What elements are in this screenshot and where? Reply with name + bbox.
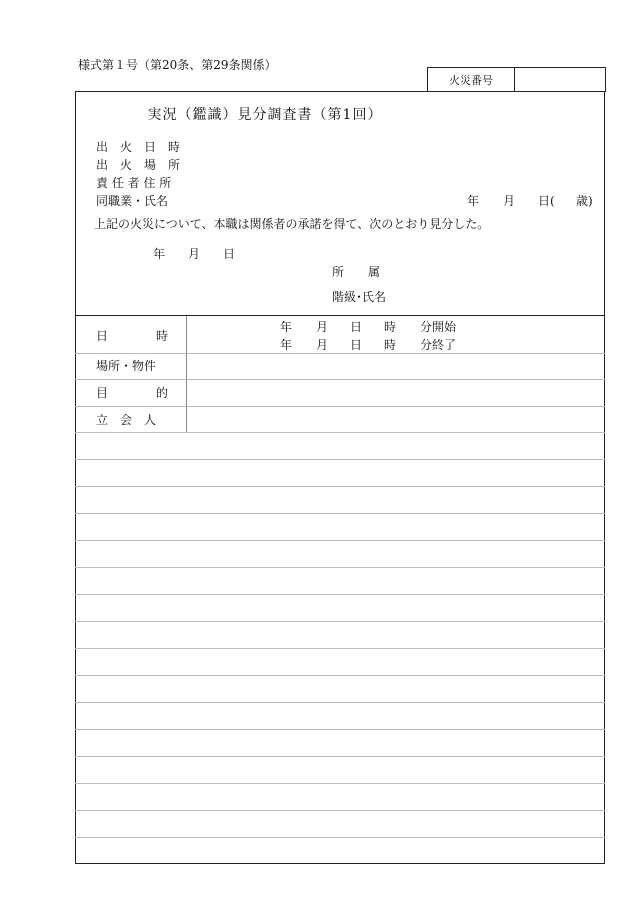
end-minute-label: 分終了 [420, 338, 457, 352]
end-year-label: 年 [280, 338, 293, 352]
date-month-label: 月 [188, 247, 201, 261]
ruled-line [75, 621, 605, 622]
start-month-label: 月 [316, 320, 329, 334]
form-number-label: 様式第１号（第20条、第29条関係） [78, 58, 277, 72]
birth-day-label: 日( [538, 194, 555, 208]
witness-label: 立 会 人 [96, 413, 157, 427]
purpose-label: 目 的 [96, 386, 169, 400]
end-month-label: 月 [316, 338, 329, 352]
ruled-line [75, 729, 605, 730]
ruled-line [75, 648, 605, 649]
birth-year-label: 年 [467, 194, 480, 208]
label-column-divider [186, 316, 187, 433]
occupation-name-label: 同職業・氏名 [96, 194, 169, 208]
ruled-line [75, 486, 605, 487]
start-day-label: 日 [350, 320, 363, 334]
responsible-address-label: 責 任 者 住 所 [96, 176, 172, 190]
rank-name-label: 階級･氏名 [332, 290, 387, 304]
ruled-line [75, 702, 605, 703]
fire-datetime-label: 出 火 日 時 [96, 140, 181, 154]
start-hour-label: 時 [384, 320, 397, 334]
end-hour-label: 時 [384, 338, 397, 352]
age-label: 歳) [576, 194, 593, 208]
row-divider [75, 432, 605, 433]
document-title: 実況（鑑識）見分調査書（第1回） [147, 107, 383, 123]
fire-number-field[interactable] [515, 68, 605, 92]
date-day-label: 日 [223, 247, 236, 261]
ruled-line [75, 756, 605, 757]
start-minute-label: 分開始 [420, 320, 457, 334]
ruled-line [75, 540, 605, 541]
row-divider [75, 379, 605, 380]
ruled-line [75, 459, 605, 460]
start-year-label: 年 [280, 320, 293, 334]
ruled-line [75, 513, 605, 514]
affiliation-label: 所 属 [332, 265, 381, 279]
ruled-line [75, 567, 605, 568]
ruled-line [75, 837, 605, 838]
ruled-line [75, 783, 605, 784]
row-divider [75, 353, 605, 354]
date-year-label: 年 [153, 247, 166, 261]
row-divider [75, 406, 605, 407]
birth-month-label: 月 [503, 194, 516, 208]
end-day-label: 日 [350, 338, 363, 352]
fire-number-label: 火災番号 [428, 68, 515, 92]
fire-number-box [427, 67, 606, 92]
ruled-line [75, 810, 605, 811]
fire-place-label: 出 火 場 所 [96, 158, 181, 172]
datetime-label: 日 時 [96, 329, 169, 343]
section-divider [75, 315, 605, 316]
statement-text: 上記の火災について、本職は関係者の承諾を得て、次のとおり見分した。 [94, 217, 490, 231]
place-object-label: 場所・物件 [96, 359, 157, 373]
ruled-line [75, 675, 605, 676]
ruled-line [75, 594, 605, 595]
